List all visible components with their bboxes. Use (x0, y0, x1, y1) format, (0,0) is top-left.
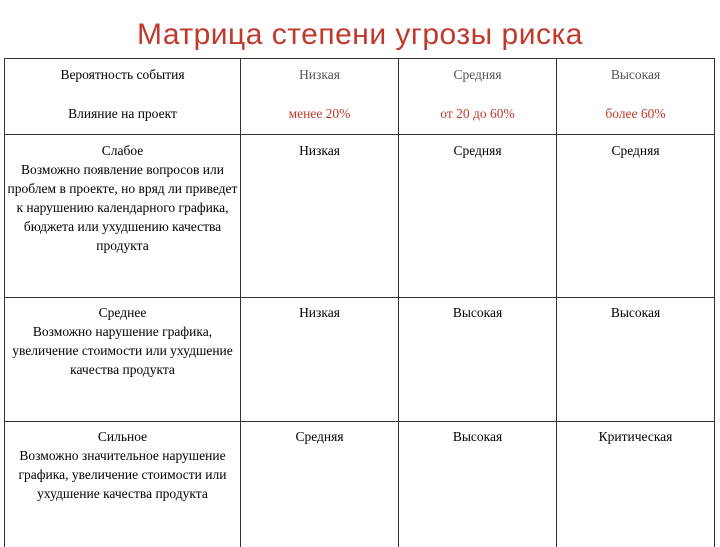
matrix-cell: Средняя (557, 135, 715, 298)
page-title: Матрица степени угрозы риска (0, 18, 720, 52)
header-row-impact (5, 101, 715, 135)
impact-description: Возможно нарушение графика, увеличение стоимости или ухудшение качества продукта (7, 322, 238, 379)
matrix-cell: Высокая (557, 298, 715, 422)
table-row (5, 135, 715, 298)
impact-description: Возможно появление вопросов или проблем в проекте, но вряд ли приведет к нарушению календарного графика, бюджета или ухудшению качества продукта (7, 160, 238, 255)
impact-cell-strong (5, 422, 241, 547)
matrix-cell: Высокая (399, 298, 557, 422)
impact-name: Среднее (7, 303, 238, 322)
matrix-cell: Средняя (241, 422, 399, 547)
impact-cell-weak (5, 135, 241, 298)
impact-name: Сильное (7, 427, 238, 446)
matrix-cell: Высокая (399, 422, 557, 547)
column-level-medium: Средняя (399, 59, 557, 102)
impact-name: Слабое (7, 141, 238, 160)
matrix-cell: Средняя (399, 135, 557, 298)
impact-cell-medium (5, 298, 241, 422)
column-range-low: менее 20% (241, 101, 399, 135)
matrix-cell: Низкая (241, 298, 399, 422)
impact-label: Влияние на проект (5, 101, 241, 135)
risk-matrix-table (4, 58, 715, 547)
matrix-cell: Критическая (557, 422, 715, 547)
table-row (5, 298, 715, 422)
column-range-medium: от 20 до 60% (399, 101, 557, 135)
column-level-low: Низкая (241, 59, 399, 102)
table-row (5, 422, 715, 547)
header-row-probability (5, 59, 715, 102)
matrix-cell: Низкая (241, 135, 399, 298)
impact-description: Возможно значительное нарушение графика, увеличение стоимости или ухудшение качества продукта (7, 446, 238, 503)
column-range-high: более 60% (557, 101, 715, 135)
column-level-high: Высокая (557, 59, 715, 102)
probability-label: Вероятность события (5, 59, 241, 102)
